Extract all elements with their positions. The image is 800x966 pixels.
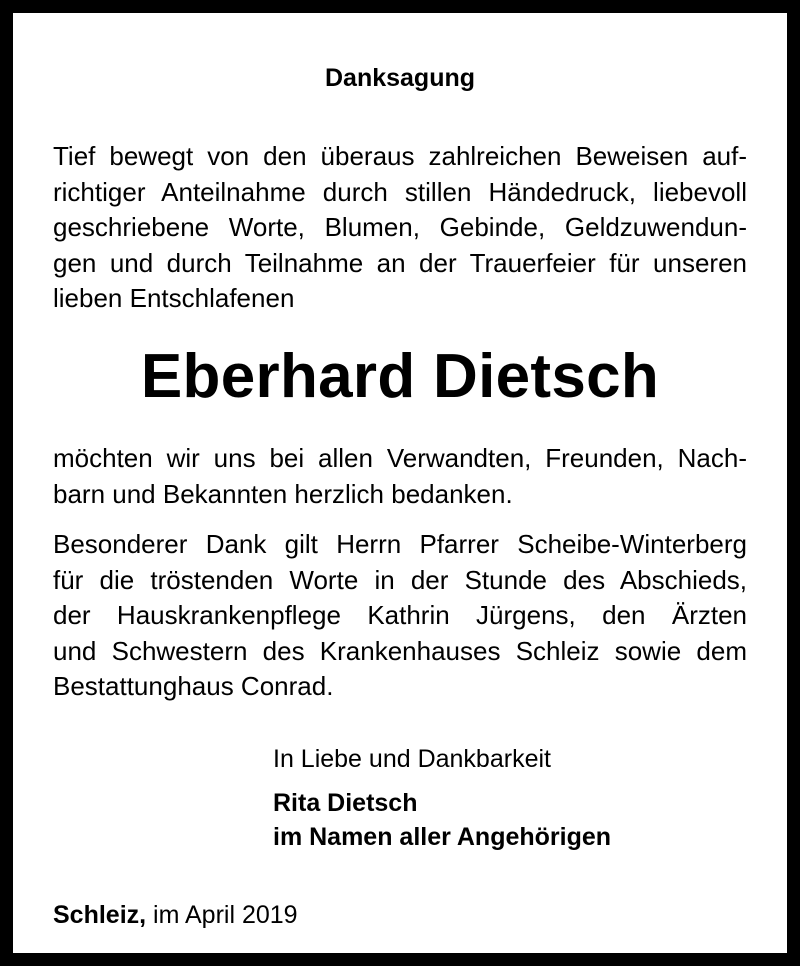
signer-note: im Namen aller Angehörigen — [273, 823, 612, 851]
notice-heading: Danksagung — [324, 64, 476, 92]
date: im April 2019 — [153, 901, 298, 929]
place-and-date — [53, 898, 298, 932]
closing-phrase: In Liebe und Dankbarkeit — [273, 745, 551, 773]
text-line: Besonderer Dank gilt Herrn Pfarrer Scheibe-Winterberg — [53, 529, 747, 559]
thanks-paragraph — [53, 441, 747, 512]
text-line: richtiger Anteilnahme durch stillen Händedruck, liebevoll — [53, 176, 747, 207]
deceased-name: Eberhard Dietsch — [140, 342, 660, 411]
text-line: Bestattunghaus Conrad. — [53, 671, 334, 701]
text-line: lieben Entschlafenen — [53, 283, 295, 313]
text-line: für die tröstenden Worte in der Stunde des Abschieds, — [53, 564, 747, 595]
text-line: und Schwestern des Krankenhauses Schleiz sowie dem — [53, 635, 747, 666]
place: Schleiz, — [53, 901, 147, 929]
special-thanks-paragraph — [53, 527, 747, 705]
text-line: geschriebene Worte, Blumen, Gebinde, Geldzuwendun- — [53, 212, 747, 242]
text-line: Tief bewegt von den überaus zahlreichen Beweisen auf- — [53, 141, 747, 171]
text-line: möchten wir uns bei allen Verwandten, Freunden, Nach- — [53, 443, 747, 473]
intro-paragraph — [53, 139, 747, 317]
signer-name: Rita Dietsch — [273, 789, 418, 817]
text-line: der Hauskrankenpflege Kathrin Jürgens, den Ärzten — [53, 600, 747, 630]
text-line: gen und durch Teilnahme an der Trauerfeier für unseren — [53, 247, 747, 278]
text-line: barn und Bekannten herzlich bedanken. — [53, 478, 513, 509]
